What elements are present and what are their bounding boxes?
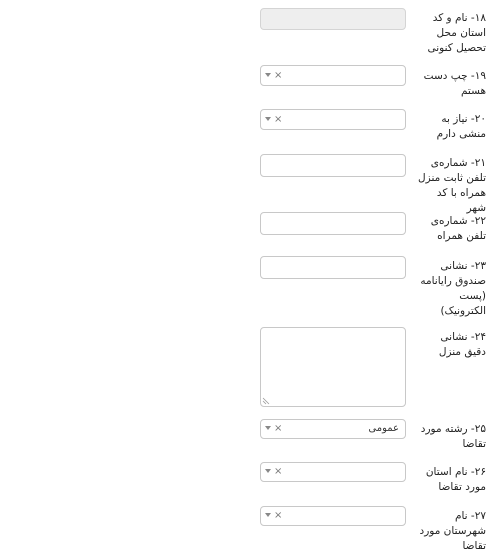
clear-x-icon[interactable]: × — [274, 466, 283, 477]
label-home-phone: ۲۱- شماره‌ی تلفن ثابت منزل همراه با کد شهر — [418, 157, 486, 214]
province-code-input — [260, 8, 406, 30]
caret-down-icon[interactable] — [265, 469, 271, 473]
home-address-textarea[interactable] — [260, 327, 406, 407]
selected-value: عمومی — [368, 423, 399, 434]
clear-x-icon[interactable]: × — [274, 423, 283, 434]
email-input[interactable] — [260, 256, 406, 279]
clear-x-icon[interactable]: × — [274, 70, 283, 81]
label-requested-city: ۲۷- نام شهرستان مورد تقاضا — [419, 510, 486, 552]
requested-province-select[interactable] — [260, 462, 406, 482]
caret-down-icon[interactable] — [265, 513, 271, 517]
label-mobile-phone: ۲۲- شماره‌ی تلفن همراه — [430, 215, 486, 242]
clear-x-icon[interactable]: × — [274, 510, 283, 521]
clear-x-icon[interactable]: × — [274, 114, 283, 125]
caret-down-icon[interactable] — [265, 117, 271, 121]
label-requested-field: ۲۵- رشته مورد تقاضا — [420, 423, 486, 450]
requested-city-select[interactable] — [260, 506, 406, 526]
label-requested-province: ۲۶- نام استان مورد تقاضا — [425, 466, 486, 493]
home-phone-input[interactable] — [260, 154, 406, 177]
label-home-address: ۲۴- نشانی دقیق منزل — [438, 331, 486, 358]
caret-down-icon[interactable] — [265, 426, 271, 430]
resize-handle-icon[interactable] — [262, 397, 270, 405]
label-email: ۲۳- نشانی صندوق رایانامه (پست الکترونیک) — [420, 260, 486, 317]
label-left-handed: ۱۹- چپ دست هستم — [423, 70, 486, 97]
caret-down-icon[interactable] — [265, 73, 271, 77]
need-secretary-select[interactable] — [260, 109, 406, 130]
label-need-secretary: ۲۰- نیاز به منشی دارم — [436, 113, 486, 140]
label-province-code: ۱۸- نام و کد استان محل تحصیل کنونی — [427, 12, 486, 54]
mobile-phone-input[interactable] — [260, 212, 406, 235]
requested-field-select[interactable] — [260, 419, 406, 439]
left-handed-select[interactable] — [260, 65, 406, 86]
